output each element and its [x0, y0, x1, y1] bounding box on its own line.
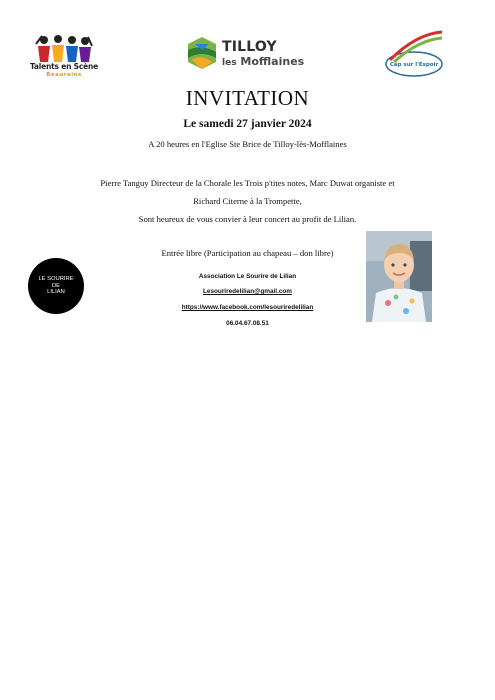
- cap-sur-lespoir-logo: [382, 30, 446, 78]
- paragraph-line-1: Pierre Tanguy Directeur de la Chorale les Trois p'tites notes, Marc Duwat organiste et: [100, 178, 395, 188]
- tilloy-les-mofflaines-logo: [186, 36, 306, 72]
- logo-left-name: Talents en Scène: [29, 62, 99, 71]
- logo-center-mofflaines: Mofflaines: [240, 55, 305, 68]
- entry-info: Entrée libre (Participation au chapeau – don libre): [161, 248, 334, 258]
- phone-number: 06.04.67.08.51: [226, 320, 269, 327]
- invitation-title: INVITATION: [185, 86, 310, 110]
- logo-center-les: les: [222, 58, 237, 68]
- logo-center-line1: TILLOY: [222, 39, 277, 55]
- circle-logo-line2: DE: [51, 282, 61, 289]
- logo-right-text: Cap sur l'Espoir: [389, 62, 439, 68]
- paragraph-line-2: Richard Citerne à la Trompette,: [193, 196, 302, 206]
- child-photo: [366, 231, 432, 322]
- circle-logo-line3: LILIAN: [47, 289, 65, 296]
- paragraph-line-3: Sont heureux de vous convier à leur concert au profit de Lilian.: [138, 214, 357, 224]
- facebook-link[interactable]: https://www.facebook.com/lesouriredelilian: [181, 304, 314, 311]
- talents-en-scene-logo: [28, 34, 100, 84]
- logo-center-line2: [222, 55, 304, 68]
- event-date: Le samedi 27 janvier 2024: [183, 118, 312, 130]
- performers-icon: [34, 34, 94, 64]
- association-name: Association Le Sourire de Lilian: [198, 273, 297, 280]
- email-link[interactable]: Lesouriredelilian@gmail.com: [203, 288, 292, 295]
- event-time-place: A 20 heures en l'Eglise Ste Brice de Tilloy-lès-Mofflaines: [148, 139, 347, 149]
- circle-logo-line1: LE SOURIRE: [38, 276, 74, 283]
- logo-left-town: Beaurains: [46, 72, 82, 78]
- tilloy-emblem-icon: [186, 36, 218, 70]
- swoosh-icon: [382, 30, 446, 78]
- child-portrait-image: [366, 231, 432, 322]
